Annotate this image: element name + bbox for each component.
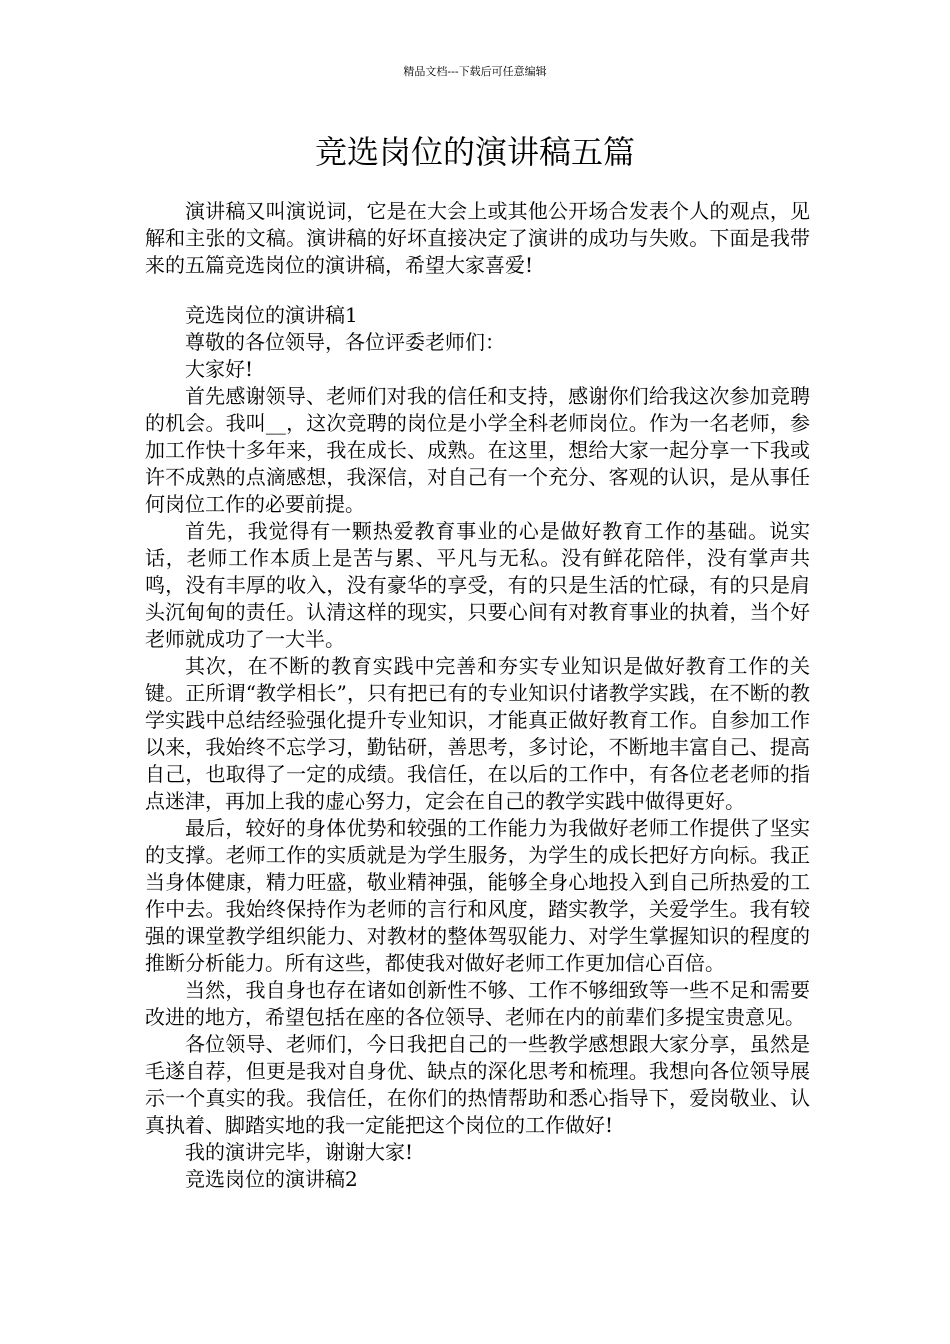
salutation: 尊敬的各位领导，各位评委老师们： — [185, 330, 505, 354]
body-paragraph: 各位领导、老师们，今日我把自己的一些教学感想跟大家分享，虽然是毛遂自荐，但更是我对自身优、缺点的深化思考和梳理。我想向各位领导展示一个真实的我。我信任，在你们的热情帮助和悉心指导下，爱岗敬业、认真执着、脚踏实地的我一定能把这个岗位的工作做好! — [145, 1032, 810, 1137]
body-paragraph: 首先感谢领导、老师们对我的信任和支持，感谢你们给我这次参加竞聘的机会。我叫__，这次竞聘的岗位是小学全科老师岗位。作为一名老师，参加工作快十多年来，我在成长、成熟。在这里，想给大家一起分享一下我或许不成熟的点滴感想，我深信，对自己有一个充分、客观的认识，是从事任何岗位工作的必要前提。 — [145, 384, 810, 516]
document-body — [145, 198, 810, 1193]
body-paragraph: 其次，在不断的教育实践中完善和夯实专业知识是做好教育工作的关键。正所谓“教学相长”，只有把已有的专业知识付诸教学实践，在不断的教学实践中总结经验强化提升专业知识，才能真正做好教育工作。自参加工作以来，我始终不忘学习，勤钻研，善思考，多讨论，不断地丰富自己、提高自己，也取得了一定的成绩。我信任，在以后的工作中，有各位老老师的指点迷津，再加上我的虚心努力，定会在自己的教学实践中做得更好。 — [145, 654, 810, 813]
section-heading-speech-2: 竞选岗位的演讲稿2 — [185, 1167, 358, 1191]
section-heading-speech-1: 竞选岗位的演讲稿1 — [185, 303, 358, 327]
header-note: 精品文档---下载后可任意编辑 — [403, 65, 547, 78]
closing-line: 我的演讲完毕，谢谢大家! — [185, 1140, 414, 1164]
document-title: 竞选岗位的演讲稿五篇 — [314, 133, 635, 171]
body-paragraph: 首先，我觉得有一颗热爱教育事业的心是做好教育工作的基础。说实话，老师工作本质上是苦与累、平凡与无私。没有鲜花陪伴，没有掌声共鸣，没有丰厚的收入，没有豪华的享受，有的只是生活的忙碌，有的只是肩头沉甸甸的责任。认清这样的现实，只要心间有对教育事业的执着，当个好老师就成功了一大半。 — [145, 519, 810, 651]
intro-paragraph: 演讲稿又叫演说词，它是在大会上或其他公开场合发表个人的观点，见解和主张的文稿。演讲稿的好坏直接决定了演讲的成功与失败。下面是我带来的五篇竞选岗位的演讲稿，希望大家喜爱! — [145, 199, 810, 277]
body-paragraph: 最后，较好的身体优势和较强的工作能力为我做好老师工作提供了坚实的支撑。老师工作的实质就是为学生服务，为学生的成长把好方向标。我正当身体健康，精力旺盛，敬业精神强，能够全身心地投入到自己所热爱的工作中去。我始终保持作为老师的言行和风度，踏实教学，关爱学生。我有较强的课堂教学组织能力、对教材的整体驾驭能力、对学生掌握知识的程度的推断分析能力。所有这些，都使我对做好老师工作更加信心百倍。 — [145, 816, 810, 975]
greeting: 大家好! — [185, 357, 254, 381]
body-paragraph: 当然，我自身也存在诸如创新性不够、工作不够细致等一些不足和需要改进的地方，希望包括在座的各位领导、老师在内的前辈们多提宝贵意见。 — [145, 978, 810, 1029]
